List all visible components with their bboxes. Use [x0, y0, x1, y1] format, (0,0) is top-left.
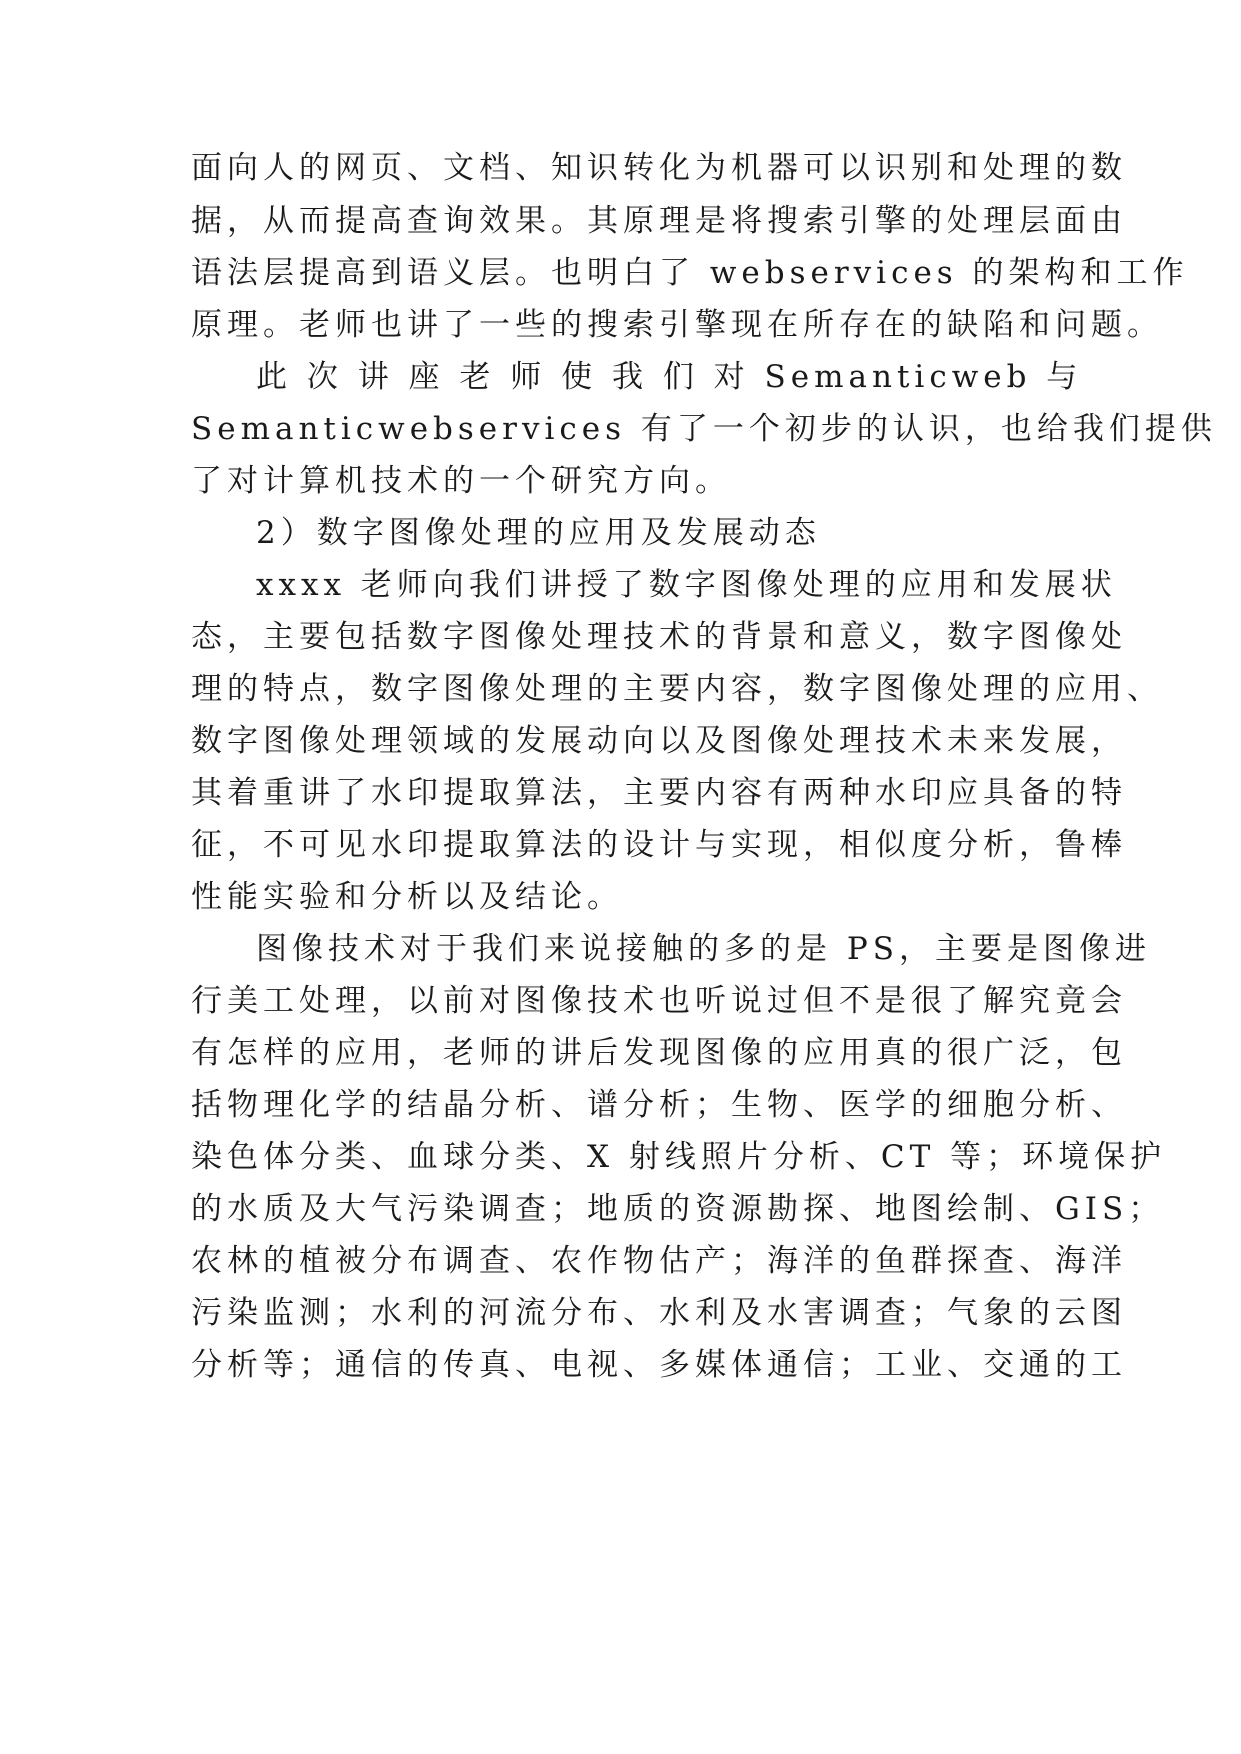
text-line: 分析等；通信的传真、电视、多媒体通信；工业、交通的工	[191, 1347, 1127, 1383]
text-line: 图像技术对于我们来说接触的多的是 PS，主要是图像进	[256, 931, 1151, 967]
text-line: 了对计算机技术的一个研究方向。	[191, 463, 731, 499]
section-heading: 2）数字图像处理的应用及发展动态	[256, 515, 821, 551]
text-line: 数字图像处理领域的发展动向以及图像处理技术未来发展，	[191, 723, 1127, 759]
text-line: 态，主要包括数字图像处理技术的背景和意义，数字图像处	[191, 619, 1127, 655]
text-line: 面向人的网页、文档、知识转化为机器可以识别和处理的数	[191, 150, 1127, 186]
text-line: 农林的植被分布调查、农作物估产；海洋的鱼群探查、海洋	[191, 1243, 1127, 1279]
text-line: 理的特点，数字图像处理的主要内容，数字图像处理的应用、	[191, 671, 1163, 707]
text-line: 原理。老师也讲了一些的搜索引擎现在所存在的缺陷和问题。	[191, 307, 1163, 343]
text-line: 性能实验和分析以及结论。	[191, 879, 623, 915]
text-line: 污染监测；水利的河流分布、水利及水害调查；气象的云图	[191, 1295, 1127, 1331]
text-line: 此 次 讲 座 老 师 使 我 们 对 Semanticweb 与	[256, 359, 1083, 395]
text-line: 行美工处理，以前对图像技术也听说过但不是很了解究竟会	[191, 983, 1127, 1019]
text-line: 染色体分类、血球分类、X 射线照片分析、CT 等；环境保护	[191, 1139, 1167, 1175]
text-line: 的水质及大气污染调查；地质的资源勘探、地图绘制、GIS；	[191, 1191, 1165, 1227]
text-line: 据，从而提高查询效果。其原理是将搜索引擎的处理层面由	[191, 203, 1127, 239]
text-line: 括物理化学的结晶分析、谱分析；生物、医学的细胞分析、	[191, 1087, 1127, 1123]
text-line: 有怎样的应用，老师的讲后发现图像的应用真的很广泛，包	[191, 1035, 1127, 1071]
text-line: 语法层提高到语义层。也明白了 webservices 的架构和工作	[191, 255, 1189, 291]
text-line: xxxx 老师向我们讲授了数字图像处理的应用和发展状	[256, 567, 1117, 603]
text-line: 征，不可见水印提取算法的设计与实现，相似度分析，鲁棒	[191, 827, 1127, 863]
text-line: 其着重讲了水印提取算法，主要内容有两种水印应具备的特	[191, 775, 1127, 811]
text-line: Semanticwebservices 有了一个初步的认识，也给我们提供	[191, 411, 1217, 447]
